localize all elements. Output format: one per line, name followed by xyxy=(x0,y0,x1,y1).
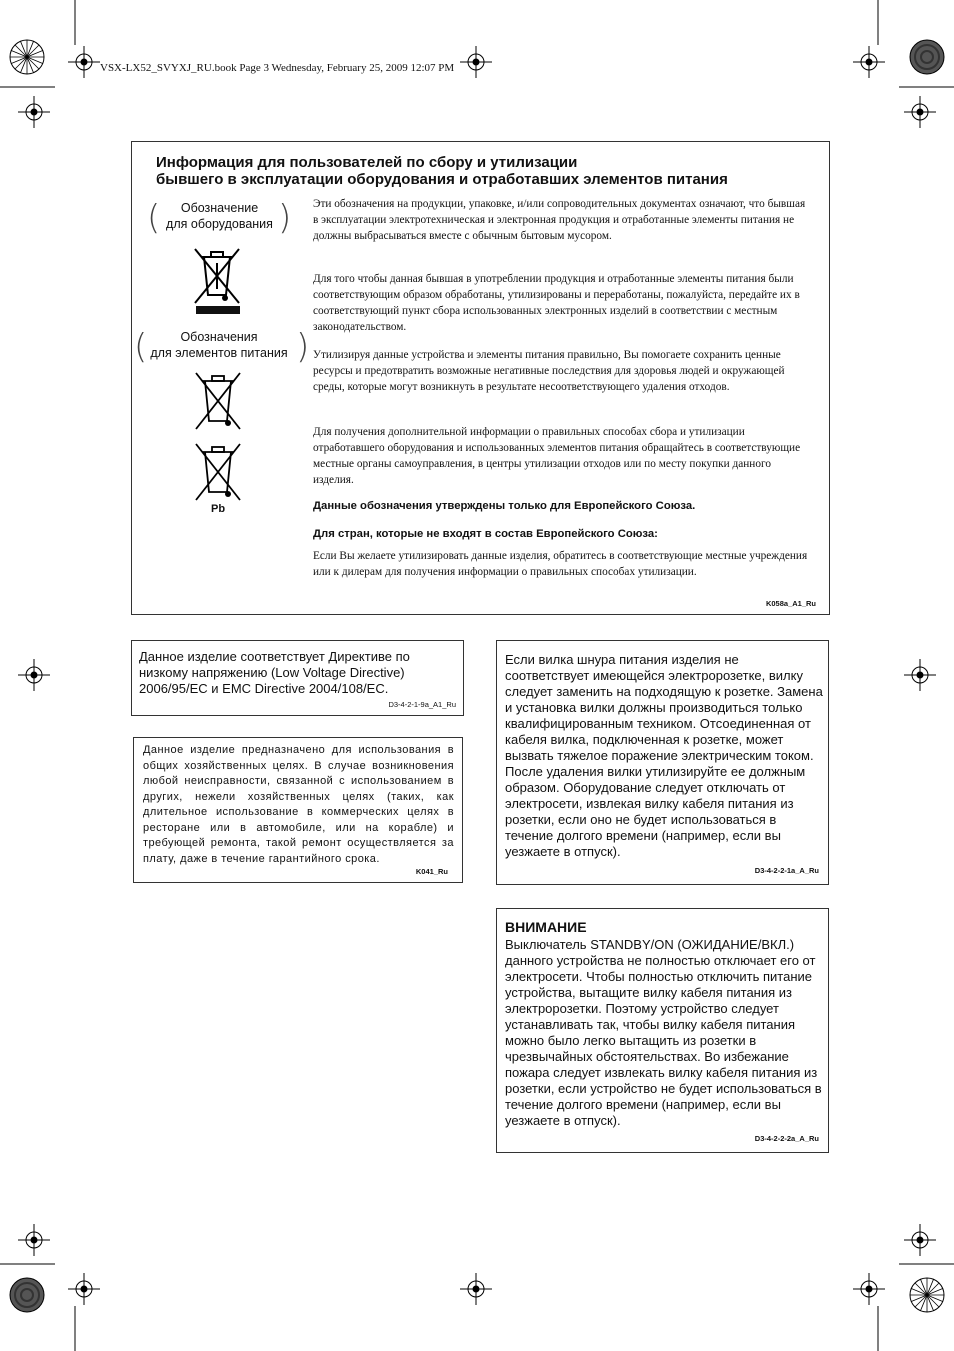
disposal-paragraph-5: Если Вы желаете утилизировать данные изделия, обратитесь в соответствующие местные учреждения или к дилерам для получения информации о правильных способах утилизации. xyxy=(313,550,808,578)
crossed-bin-pb-icon xyxy=(192,442,244,504)
caution-code: D3-4-2-2-2a_A_Ru xyxy=(754,1134,819,1143)
lvd-box xyxy=(131,640,464,716)
solid-bar-mark xyxy=(196,306,240,314)
lvd-code: D3-4-2-1-9a_A1_Ru xyxy=(388,700,456,709)
plug-text: Если вилка шнура питания изделия не соответствует имеющейся электророзетке, вилку следует заменить на подходящую к розетке. Замена и установка вилки должны производиться только квалифицированным техником. Отсоединенная от кабеля вилка, подключенная к розетке, может вызвать тяжелое поражение электрическим током. После удаления вилки утилизируйте ее должным образом. Оборудование следует отключать от электросети, извлекая вилку кабеля питания из розетки, если оно не будет использоваться в течение долгого времени (например, если вы уезжаете в отпуск). xyxy=(505,652,823,859)
bracket-left-2: ( xyxy=(134,327,148,367)
disposal-paragraph-1: Эти обозначения на продукции, упаковке, и/или сопроводительных документах означают, что бывшая в эксплуатации электротехническая и электронная продукция и отработанные элементы питания не должны выбрасываться вместе с обычным бытовым мусором. xyxy=(313,198,806,242)
disposal-title-line2: бывшего в эксплуатации оборудования и отработавших элементов питания xyxy=(156,171,728,188)
equipment-label-line2: для оборудования xyxy=(166,217,273,231)
household-text: Данное изделие предназначено для использования в общих хозяйственных целях. В случае возникновения любой неисправности, связанной с использованием в других, нежели хозяйственных целях (таких, как длительное использование в коммерческих целях в ресторане или в автомобиле, или на корабле) и требующей ремонта, такой ремонт осуществляется за плату, даже в течение гарантийного срока. xyxy=(143,744,454,865)
equipment-label xyxy=(157,200,282,232)
non-eu-heading: Для стран, которые не входят в состав Европейского Союза: xyxy=(313,528,658,540)
disposal-paragraph-2: Для того чтобы данная бывшая в употреблении продукция и отработанные элементы питания были соответствующим образом обработаны, утилизированы и переработаны, пожалуйста, передайте их в соответствующий пункт сбора использованных электронных изделий в соответствии с местным законодательством. xyxy=(313,273,800,333)
disposal-title xyxy=(156,154,728,188)
household-code: K041_Ru xyxy=(415,867,448,876)
pb-label: Pb xyxy=(211,503,226,515)
battery-label xyxy=(144,329,294,361)
plug-box xyxy=(496,640,829,885)
disposal-paragraph-4: Для получения дополнительной информации о правильных способах сбора и утилизации отработавшего оборудования и использованных элементов питания обращайтесь в соответствующие местные органы самоуправления, в центры утилизации отходов или по месту покупки данного изделия. xyxy=(313,426,801,486)
battery-label-line1: Обозначения xyxy=(180,330,258,344)
eu-only-note: Данные обозначения утверждены только для Европейского Союза. xyxy=(313,500,696,512)
bracket-right-2: ) xyxy=(296,327,310,367)
caution-text: Выключатель STANDBY/ON (ОЖИДАНИЕ/ВКЛ.) данного устройства не полностью отключает его от электросети. Чтобы полностью отключить питание устройства, вытащите вилку кабеля питания из электророзетки. Поэтому устройство следует устанавливать так, чтобы вилку кабеля питания можно было легко вытащить из розетки в чрезвычайных обстоятельствах. Во избежание пожара следует извлекать вилку кабеля питания из розетки, если устройство не будет использоваться в течение долгого времени (например, если вы уезжаете в отпуск). xyxy=(505,937,822,1128)
page-header-file-info: VSX-LX52_SVYXJ_RU.book Page 3 Wednesday, February 25, 2009 12:07 PM xyxy=(100,62,455,74)
household-box xyxy=(133,737,463,883)
bracket-right: ) xyxy=(278,198,292,238)
plug-code: D3-4-2-2-1a_A_Ru xyxy=(754,866,819,875)
equipment-label-line1: Обозначение xyxy=(180,201,259,215)
caution-heading: ВНИМАНИЕ xyxy=(505,919,587,935)
disposal-info-box xyxy=(131,141,830,615)
disposal-paragraph-3: Утилизируя данные устройства и элементы питания правильно, Вы помогаете сохранить ценные ресурсы и предотвратить возможные негативные последствия для здоровья людей и окружающей среды, которые могут возникнуть в результате несоответствующего удаления отходов. xyxy=(313,349,785,393)
bracket-left: ( xyxy=(147,198,161,238)
crossed-bin-battery-icon xyxy=(192,371,244,433)
disposal-code: K058a_A1_Ru xyxy=(765,599,816,608)
lvd-text: Данное изделие соответствует Директиве по низкому напряжению (Low Voltage Directive) 2006/95/EC и EMC Directive 2004/108/EC. xyxy=(139,649,410,696)
battery-label-line2: для элементов питания xyxy=(150,346,288,360)
disposal-title-line1: Информация для пользователей по сбору и утилизации xyxy=(156,154,578,171)
caution-box xyxy=(496,908,829,1153)
